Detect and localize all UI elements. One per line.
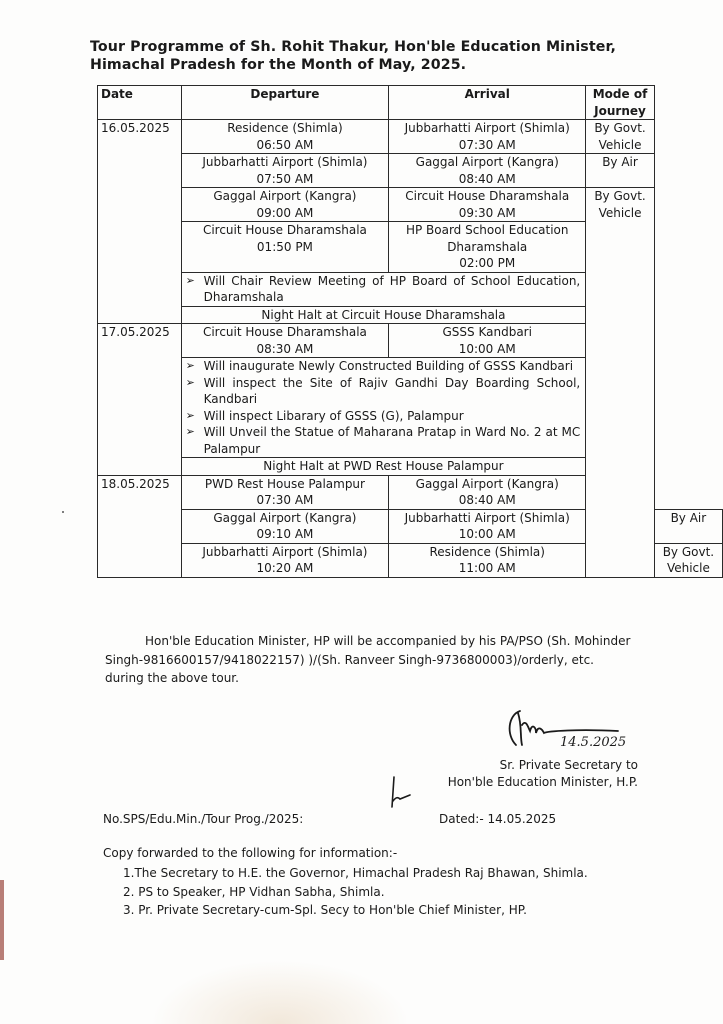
departure-place: Jubbarhatti Airport (Shimla): [202, 544, 368, 559]
mode-line-1: By Govt.: [594, 121, 646, 135]
departure-place: PWD Rest House Palampur: [204, 476, 365, 491]
reference-date: Dated:- 14.05.2025: [439, 812, 557, 826]
arrival-time: 07:30 AM: [458, 137, 516, 152]
note-item: ➢ Will inspect the Site of Rajiv Gandhi Day Boarding School, Kandbari: [185, 375, 581, 406]
departure-time: 10:20 AM: [256, 561, 314, 575]
title-line-2: Himachal Pradesh for the Month of May, 2025.: [90, 57, 467, 73]
arrival-time: 02:00 PM: [459, 256, 516, 270]
arrival-place: GSSS Kandbari: [442, 325, 532, 339]
header-mode: [586, 86, 655, 120]
departure-place: Residence (Shimla): [227, 121, 343, 135]
tour-schedule-table: [97, 85, 723, 578]
mode-line-1: By Govt.: [594, 189, 646, 203]
arrival-cell: [389, 154, 586, 188]
mode-line-1: By Air: [670, 510, 707, 525]
departure-cell: [181, 222, 389, 273]
date-cell: 16.05.2025: [98, 120, 182, 324]
accompany-line-2: Singh-9816600157/9418022157) )/(Sh. Ranveer Singh-9736800003)/orderly, etc.: [105, 652, 594, 667]
table-header-row: [98, 86, 723, 120]
date-cell: 17.05.2025: [98, 324, 182, 476]
departure-time: 09:00 AM: [256, 205, 314, 220]
arrival-cell: [389, 543, 586, 577]
mode-line-1: By Govt.: [662, 544, 715, 559]
mode-line-2: Vehicle: [598, 205, 642, 220]
departure-time: 07:30 AM: [256, 493, 314, 507]
departure-place: Circuit House Dharamshala: [202, 325, 367, 339]
list-item: 2. PS to Speaker, HP Vidhan Sabha, Shimla.: [123, 884, 385, 899]
arrival-place: Gaggal Airport (Kangra): [415, 155, 559, 169]
accompany-line-3: during the above tour.: [105, 671, 239, 685]
arrowhead-bullet-icon: ➢: [185, 425, 195, 438]
departure-place: Gaggal Airport (Kangra): [213, 189, 357, 203]
arrowhead-bullet-icon: ➢: [185, 408, 195, 422]
arrival-place: Circuit House Dharamshala: [405, 189, 570, 203]
arrival-cell: [389, 188, 586, 222]
note-item: ➢ Will inaugurate Newly Constructed Building of GSSS Kandbari: [185, 359, 574, 373]
departure-time: 01:50 PM: [256, 239, 313, 254]
date-cell: 18.05.2025: [98, 475, 182, 577]
designation-line-1: Sr. Private Secretary to: [499, 758, 638, 772]
arrival-place: Jubbarhatti Airport (Shimla): [404, 510, 570, 525]
departure-cell: [181, 120, 389, 154]
header-arrival: Arrival: [389, 86, 586, 120]
accompaniment-paragraph: [105, 632, 665, 688]
arrowhead-bullet-icon: ➢: [185, 359, 195, 372]
header-mode-line-2: Journey: [594, 103, 646, 118]
departure-time: 08:30 AM: [256, 341, 314, 356]
mode-line-1: By Air: [602, 155, 638, 169]
arrival-place-line-2: Dharamshala: [447, 239, 528, 254]
arrival-cell: [389, 509, 586, 543]
arrival-time: 10:00 AM: [458, 527, 516, 541]
night-halt: Night Halt at Circuit House Dharamshala: [181, 306, 586, 324]
activity-notes: [181, 272, 586, 306]
arrival-cell: [389, 475, 586, 509]
page-edge-mark: [0, 880, 4, 960]
arrival-cell: [389, 120, 586, 154]
departure-cell: [181, 543, 389, 577]
paper-stain: [150, 960, 410, 1024]
departure-cell: [181, 475, 389, 509]
mode-cell: [654, 509, 722, 543]
arrival-time: 10:00 AM: [458, 341, 516, 356]
mode-line-2: Vehicle: [666, 561, 710, 575]
mode-line-2: Vehicle: [598, 137, 642, 152]
mode-cell-merged: [586, 188, 655, 578]
list-item: 3. Pr. Private Secretary-cum-Spl. Secy to Hon'ble Chief Minister, HP.: [123, 903, 527, 917]
speck: [62, 511, 64, 513]
arrowhead-bullet-icon: ➢: [185, 375, 195, 389]
arrival-cell: [389, 222, 586, 273]
arrival-place: Residence (Shimla): [429, 544, 545, 559]
title-line-1: Tour Programme of Sh. Rohit Thakur, Hon'ble Education Minister,: [90, 39, 616, 55]
header-mode-line-1: Mode of: [592, 87, 648, 101]
note-item: ➢ Will inspect Libarary of GSSS (G), Palampur: [185, 408, 464, 423]
note-item: ➢ Will Unveil the Statue of Maharana Pratap in Ward No. 2 at MC Palampur: [185, 425, 581, 456]
mode-cell: [654, 543, 722, 577]
table-row: [98, 120, 723, 154]
departure-time: 06:50 AM: [256, 137, 314, 152]
copy-recipient-list: [123, 864, 588, 920]
departure-cell: [181, 324, 389, 358]
arrival-cell: [389, 324, 586, 358]
arrival-place-line-1: HP Board School Education: [405, 223, 569, 237]
departure-cell: [181, 188, 389, 222]
table-row: [98, 154, 723, 188]
departure-cell: [181, 154, 389, 188]
departure-time: 09:10 AM: [256, 527, 314, 541]
designation-line-2: Hon'ble Education Minister, H.P.: [447, 775, 638, 789]
mode-cell: [586, 154, 655, 188]
arrival-time: 08:40 AM: [458, 493, 516, 507]
signature-date: 14.5.2025: [560, 735, 627, 750]
arrival-time: 09:30 AM: [458, 205, 516, 220]
night-halt: Night Halt at PWD Rest House Palampur: [181, 458, 586, 476]
document-title: [90, 38, 690, 74]
accompany-line-1: Hon'ble Education Minister, HP will be accompanied by his PA/PSO (Sh. Mohinder: [145, 634, 631, 648]
header-date: Date: [98, 86, 182, 120]
initial-mark: [388, 775, 418, 811]
header-departure: Departure: [181, 86, 389, 120]
departure-place: Circuit House Dharamshala: [202, 223, 367, 237]
departure-cell: [181, 509, 389, 543]
arrowhead-bullet-icon: ➢: [185, 273, 195, 287]
reference-number: No.SPS/Edu.Min./Tour Prog./2025:: [103, 812, 304, 826]
arrival-place: Jubbarhatti Airport (Shimla): [404, 121, 570, 135]
activity-notes: [181, 358, 586, 458]
table-row: [98, 188, 723, 222]
copy-forwarded-heading: Copy forwarded to the following for information:-: [103, 846, 398, 860]
list-item: 1.The Secretary to H.E. the Governor, Himachal Pradesh Raj Bhawan, Shimla.: [123, 866, 588, 880]
departure-place: Jubbarhatti Airport (Shimla): [202, 155, 368, 169]
designation: [438, 757, 638, 791]
departure-place: Gaggal Airport (Kangra): [213, 510, 357, 525]
departure-time: 07:50 AM: [256, 171, 314, 186]
arrival-place: Gaggal Airport (Kangra): [415, 476, 559, 491]
arrival-time: 11:00 AM: [458, 561, 516, 575]
mode-cell: [586, 120, 655, 154]
note-item: ➢ Will Chair Review Meeting of HP Board of School Education, Dharamshala: [185, 273, 581, 304]
arrival-time: 08:40 AM: [458, 171, 516, 186]
